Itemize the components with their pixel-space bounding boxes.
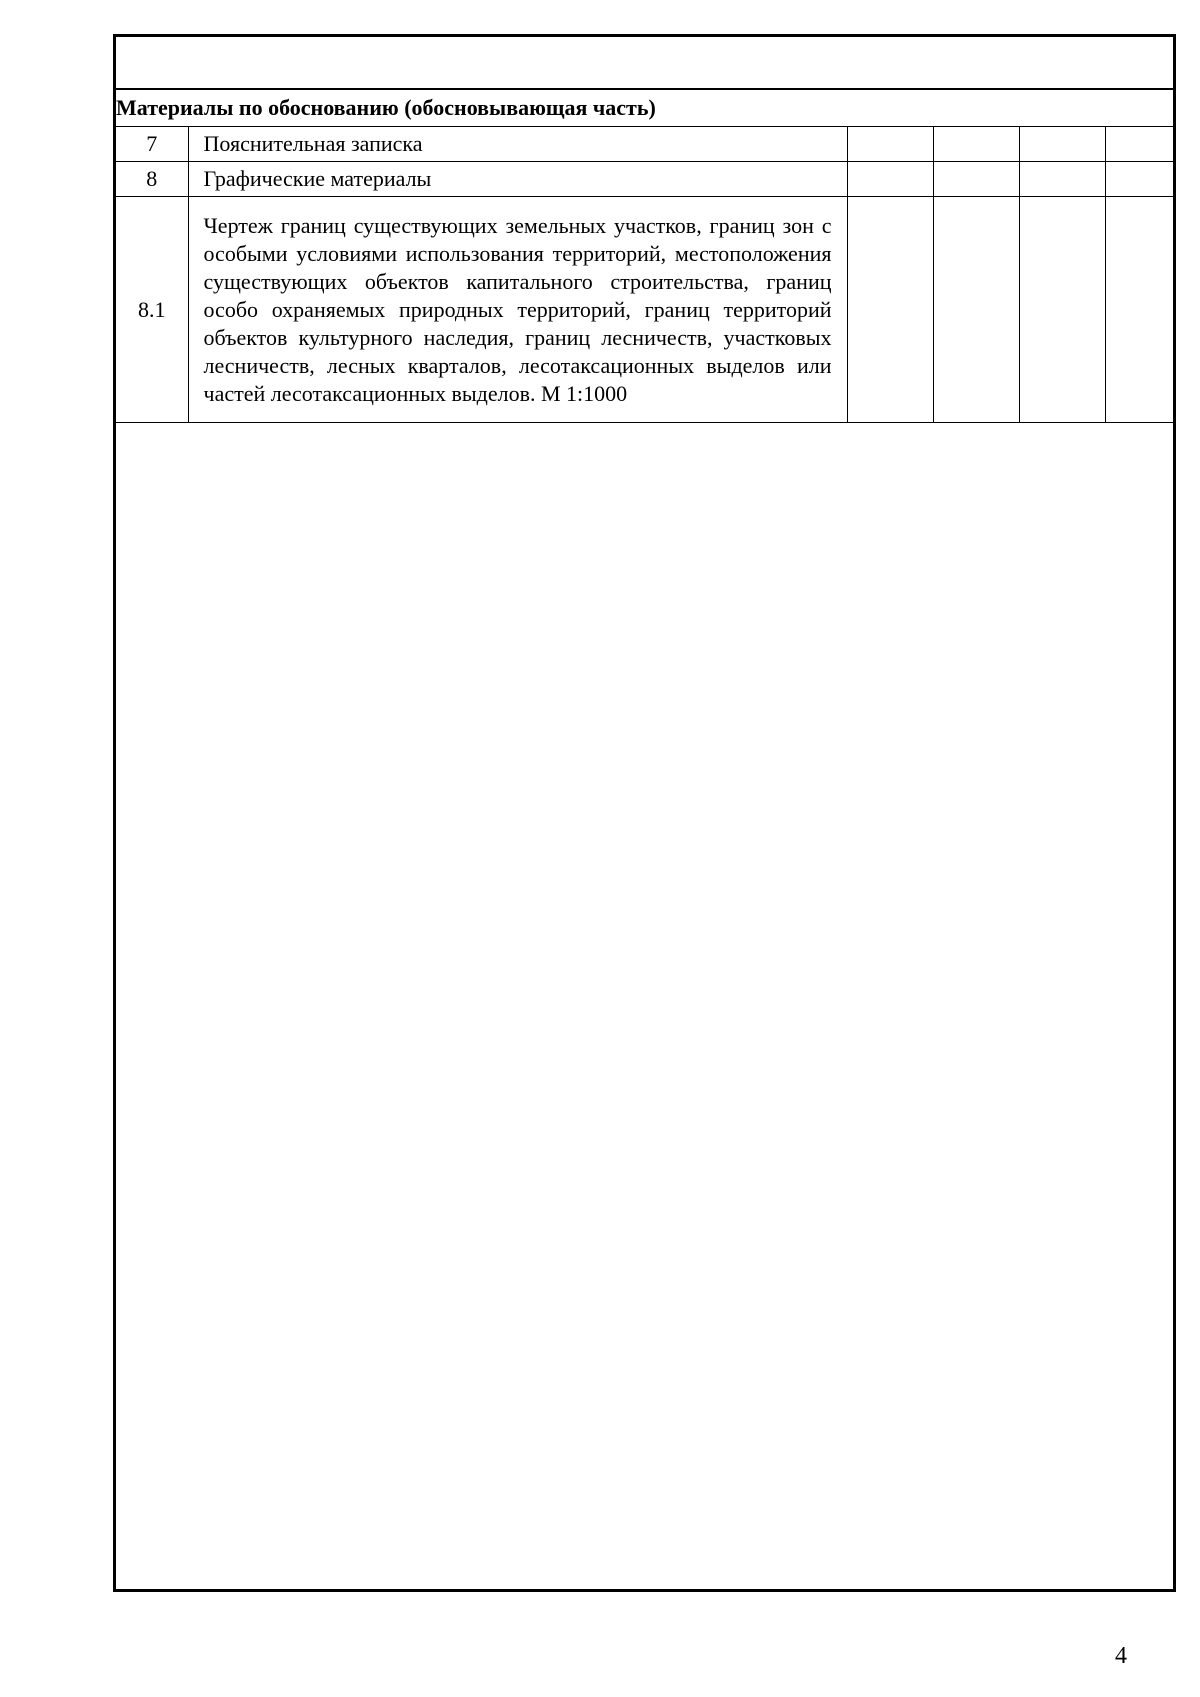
frame-header-cell (116, 37, 1173, 89)
row-number: 8.1 (116, 197, 188, 423)
row-number: 7 (116, 127, 188, 162)
row-title: Пояснительная записка (188, 127, 847, 162)
table-row (116, 197, 1173, 423)
row-title: Чертеж границ существующих земельных участков, границ зон с особыми условиями использования территорий, местоположения существующих объектов капитального строительства, границ особо охраняемых природных территорий, границ территорий объектов культурного наследия, границ лесничеств, участковых лесничеств, лесных кварталов, лесотаксационных выделов или частей лесотаксационных выделов. М 1:1000 (188, 197, 847, 423)
page-number: 4 (1115, 1643, 1127, 1669)
row-cell (1019, 197, 1105, 423)
row-cell (1105, 197, 1173, 423)
row-number: 8 (116, 162, 188, 197)
row-cell (933, 197, 1019, 423)
row-cell (847, 127, 933, 162)
row-cell (933, 162, 1019, 197)
row-cell (1019, 162, 1105, 197)
table-row (116, 127, 1173, 162)
section-heading: Материалы по обоснованию (обосновывающая часть) (116, 90, 1173, 127)
section-heading-row (116, 90, 1173, 127)
row-cell (847, 162, 933, 197)
contents-table (116, 89, 1173, 423)
row-cell (1019, 127, 1105, 162)
table-row (116, 162, 1173, 197)
row-cell (933, 127, 1019, 162)
row-cell (847, 197, 933, 423)
row-title: Графические материалы (188, 162, 847, 197)
page-frame (113, 34, 1176, 1592)
row-cell (1105, 162, 1173, 197)
row-cell (1105, 127, 1173, 162)
